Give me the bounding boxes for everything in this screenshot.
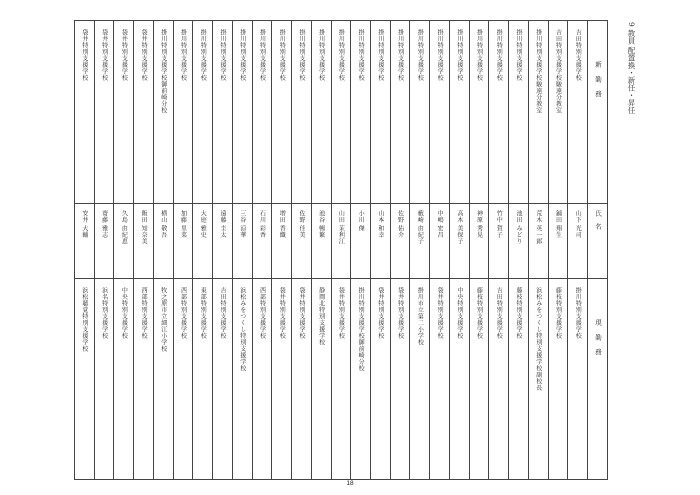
- name-cell: [94, 204, 114, 279]
- name-cell-text: 山下 光司: [574, 210, 582, 239]
- new-post-cell-text: 掛川特別支援学校: [376, 29, 384, 81]
- name-cell-text: 石川 彩香: [258, 210, 266, 239]
- current-post-cell-text: 浜松みをつくし特別支援学校: [238, 287, 246, 372]
- new-post-cell-text: 袋井特別支援学校: [120, 29, 128, 81]
- new-post-cell: [449, 21, 469, 204]
- new-post-cell: [114, 21, 134, 204]
- current-post-cell-text: 西部特別支援学校: [258, 287, 266, 339]
- name-cell-text: 中嶋 宏昌: [436, 210, 444, 239]
- page-number: 18: [346, 480, 354, 487]
- section-heading: 9 教員 配置換・新任・昇任: [627, 22, 636, 115]
- name-cell: [252, 204, 272, 279]
- new-post-cell: [292, 21, 312, 204]
- name-cell-text: 佐野 佑介: [396, 210, 404, 239]
- current-post-cell: [153, 279, 173, 480]
- name-cell-text: 飯田 知奈美: [140, 210, 148, 245]
- current-post-cell: [114, 279, 134, 480]
- new-post-cell: [371, 21, 391, 204]
- new-post-cell: [173, 21, 193, 204]
- new-post-cell-text: 吉田特別支援学校駿遠分教室: [554, 29, 562, 114]
- name-cell: [430, 204, 450, 279]
- name-cell-text: 荒木 英一郎: [534, 210, 542, 245]
- header-current-post-cell: [588, 279, 608, 480]
- new-post-cell-text: 掛川特別支援学校: [515, 29, 523, 81]
- name-cell-text: 三谷 涼華: [238, 210, 246, 239]
- current-post-cell-text: 袋井特別支援学校: [376, 287, 384, 339]
- current-post-cell-text: 掛川特別支援学校: [574, 287, 582, 339]
- name-cell-text: 安井 大輔: [80, 210, 88, 239]
- current-post-cell-text: 静岡北特別支援学校: [317, 287, 325, 346]
- name-cell: [469, 204, 489, 279]
- new-post-cell: [94, 21, 114, 204]
- new-post-cell-text: 掛川特別支援学校: [475, 29, 483, 81]
- name-cell-text: 齋藤 雅志: [100, 210, 108, 239]
- new-post-cell: [272, 21, 292, 204]
- header-name: 氏 名: [594, 210, 603, 232]
- current-post-cell-text: 吉田特別支援学校: [495, 287, 503, 339]
- name-cell-text: 加藤 里菜: [179, 210, 187, 239]
- current-post-cell-text: 中央特別支援学校: [455, 287, 463, 339]
- new-post-cell-text: 袋井特別支援学校: [80, 29, 88, 81]
- header-current-post: 現 勤 務: [594, 319, 603, 358]
- header-name-cell: [588, 204, 608, 279]
- current-post-cell-text: 牧之原市立細江小学校: [159, 287, 167, 352]
- current-post-cell-text: 袋井特別支援学校: [436, 287, 444, 339]
- current-post-cell-text: 藤枝特別支援学校: [475, 287, 483, 339]
- name-cell-text: 竹中 賀子: [495, 210, 503, 239]
- new-post-cell-text: 掛川特別支援学校: [455, 29, 463, 81]
- current-post-cell: [311, 279, 331, 480]
- current-post-cell: [568, 279, 588, 480]
- current-post-cell: [252, 279, 272, 480]
- name-cell: [528, 204, 548, 279]
- current-post-cell: [232, 279, 252, 480]
- name-cell: [232, 204, 252, 279]
- current-post-row: [75, 279, 608, 480]
- new-post-cell-text: 掛川特別支援学校: [238, 29, 246, 81]
- current-post-cell-text: 袋井特別支援学校: [297, 287, 305, 339]
- current-post-cell-text: 掛川特別支援学校御前崎分校: [357, 287, 365, 372]
- new-post-cell: [548, 21, 568, 204]
- new-post-cell: [311, 21, 331, 204]
- new-post-cell-text: 掛川特別支援学校: [416, 29, 424, 81]
- current-post-cell: [371, 279, 391, 480]
- new-post-cell-text: 掛川特別支援学校: [297, 29, 305, 81]
- name-cell: [75, 204, 95, 279]
- current-post-cell: [173, 279, 193, 480]
- name-cell: [134, 204, 154, 279]
- new-post-cell: [134, 21, 154, 204]
- new-post-cell-text: 掛川特別支援学校: [219, 29, 226, 81]
- current-post-cell-text: 袋井特別支援学校: [396, 287, 404, 339]
- current-post-cell-text: 藤枝特別支援学校: [554, 287, 562, 339]
- current-post-cell-text: 西部特別支援学校: [140, 287, 148, 339]
- new-post-cell: [568, 21, 588, 204]
- current-post-cell-text: 藤枝特別支援学校: [515, 287, 523, 339]
- new-post-cell: [153, 21, 173, 204]
- name-cell-text: 山田 茉利江: [337, 210, 345, 245]
- new-post-cell-text: 掛川特別支援学校御前崎分校: [159, 29, 167, 114]
- current-post-cell-text: 浜松みをつくし特別支援学校副校長: [534, 287, 542, 391]
- new-post-cell: [430, 21, 450, 204]
- current-post-cell: [193, 279, 213, 480]
- new-post-cell-text: 掛川特別支援学校: [495, 29, 503, 81]
- name-cell: [351, 204, 371, 279]
- new-post-cell: [410, 21, 430, 204]
- name-cell-text: 池谷 暢繁: [317, 210, 325, 239]
- name-cell-text: 増田 香織: [278, 210, 286, 239]
- current-post-cell: [272, 279, 292, 480]
- current-post-cell-text: 浜名特別支援学校: [100, 287, 108, 339]
- new-post-cell: [213, 21, 233, 204]
- new-post-cell: [351, 21, 371, 204]
- new-post-cell-text: 掛川特別支援学校駿遠分教室: [534, 29, 542, 114]
- name-cell-text: 横山 敬吾: [159, 210, 167, 239]
- current-post-cell-text: 吉田特別支援学校: [219, 287, 226, 339]
- current-post-cell: [430, 279, 450, 480]
- new-post-cell-text: 掛川特別支援学校: [179, 29, 187, 81]
- new-post-cell-text: 掛川特別支援学校: [396, 29, 404, 81]
- new-post-cell: [528, 21, 548, 204]
- name-cell-text: 久島 由紀恵: [120, 210, 128, 245]
- name-cell: [311, 204, 331, 279]
- new-post-cell-text: 掛川特別支援学校: [436, 29, 444, 81]
- current-post-cell: [509, 279, 529, 480]
- new-post-cell: [469, 21, 489, 204]
- current-post-cell: [469, 279, 489, 480]
- name-cell: [568, 204, 588, 279]
- new-post-cell: [193, 21, 213, 204]
- new-post-cell-text: 袋井特別支援学校: [140, 29, 148, 81]
- current-post-cell-text: 浜松聴覚特別支援学校: [80, 287, 88, 352]
- name-cell-text: 高木 美保子: [455, 210, 463, 245]
- new-post-cell-text: 掛川特別支援学校: [357, 29, 365, 81]
- current-post-cell-text: 東部特別支援学校: [199, 287, 207, 339]
- new-post-cell-text: 掛川特別支援学校: [337, 29, 345, 81]
- header-new-post-cell: [588, 21, 608, 204]
- current-post-cell: [548, 279, 568, 480]
- current-post-cell: [134, 279, 154, 480]
- name-cell: [410, 204, 430, 279]
- name-cell-text: 小川 傑: [357, 210, 365, 232]
- new-post-cell-text: 掛川特別支援学校: [317, 29, 325, 81]
- name-cell: [193, 204, 213, 279]
- name-cell-text: 大庭 雅史: [199, 210, 207, 239]
- current-post-cell: [94, 279, 114, 480]
- name-cell: [509, 204, 529, 279]
- current-post-cell: [449, 279, 469, 480]
- name-cell: [292, 204, 312, 279]
- name-cell-text: 山本 和幸: [376, 210, 384, 239]
- new-post-cell-text: 袋井特別支援学校: [100, 29, 108, 81]
- name-cell-text: 池田 みどり: [515, 210, 523, 245]
- name-cell: [371, 204, 391, 279]
- name-cell: [213, 204, 233, 279]
- name-cell-text: 神原 秀晃: [475, 210, 483, 239]
- new-post-cell: [489, 21, 509, 204]
- new-post-cell-text: 掛川特別支援学校: [278, 29, 286, 81]
- current-post-cell: [410, 279, 430, 480]
- name-cell: [173, 204, 193, 279]
- name-cell: [272, 204, 292, 279]
- name-cell-text: 藪崎 由紀子: [416, 210, 424, 245]
- name-cell: [331, 204, 351, 279]
- current-post-cell: [292, 279, 312, 480]
- current-post-cell-text: 袋井特別支援学校: [337, 287, 345, 339]
- current-post-cell-text: 中央特別支援学校: [120, 287, 128, 339]
- current-post-cell: [390, 279, 410, 480]
- current-post-cell-text: 袋井特別支援学校: [278, 287, 286, 339]
- name-cell: [390, 204, 410, 279]
- name-cell-text: 遠藤 圭太: [219, 210, 226, 239]
- name-cell: [548, 204, 568, 279]
- new-post-cell-text: 掛川特別支援学校: [258, 29, 266, 81]
- new-post-cell: [509, 21, 529, 204]
- name-cell: [153, 204, 173, 279]
- current-post-cell-text: 西部特別支援学校: [179, 287, 187, 339]
- personnel-table: [74, 20, 608, 480]
- name-cell: [114, 204, 134, 279]
- name-cell: [489, 204, 509, 279]
- current-post-cell: [489, 279, 509, 480]
- current-post-cell-text: 掛川市立第二小学校: [416, 287, 424, 346]
- new-post-cell: [75, 21, 95, 204]
- new-post-cell: [232, 21, 252, 204]
- current-post-cell: [213, 279, 233, 480]
- new-post-row: [75, 21, 608, 204]
- new-post-cell: [252, 21, 272, 204]
- current-post-cell: [331, 279, 351, 480]
- header-new-post: 新 勤 務: [594, 61, 603, 100]
- current-post-cell: [75, 279, 95, 480]
- new-post-cell: [390, 21, 410, 204]
- new-post-cell-text: 吉田特別支援学校: [574, 29, 582, 81]
- name-cell-text: 鋪田 翔生: [554, 210, 562, 239]
- name-row: [75, 204, 608, 279]
- new-post-cell-text: 掛川特別支援学校: [199, 29, 207, 81]
- current-post-cell: [351, 279, 371, 480]
- name-cell-text: 佐野 佳美: [297, 210, 305, 239]
- name-cell: [449, 204, 469, 279]
- new-post-cell: [331, 21, 351, 204]
- current-post-cell: [528, 279, 548, 480]
